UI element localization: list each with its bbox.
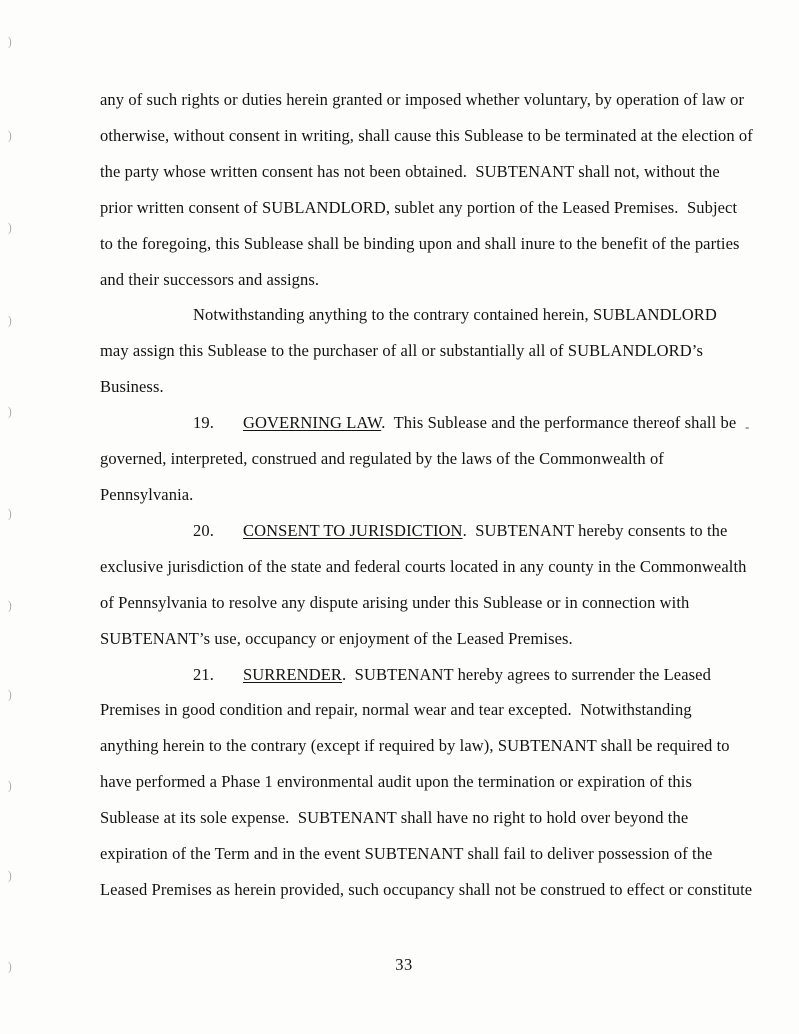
binding-mark-icon: ) [8,599,12,613]
section-start-line [100,657,740,693]
line-text: expiration of the Term and in the event SUBTENANT shall fail to deliver possession of the [100,844,713,864]
binding-mark-icon: ) [8,779,12,793]
page-number: 33 [395,955,413,974]
line-text: prior written consent of SUBLANDLORD, sublet any portion of the Leased Premises. Subject [100,197,738,217]
binding-mark-icon: ) [8,960,12,974]
document-line [100,154,740,190]
line-text: to the foregoing, this Sublease shall be binding upon and shall inure to the benefit of the parties [100,233,740,253]
binding-mark-icon: ) [8,221,12,235]
paragraph-number: 20. [193,520,214,540]
document-line [100,692,740,728]
line-text: anything herein to the contrary (except if required by law), SUBTENANT shall be required to [100,736,730,756]
document-line [100,369,740,405]
binding-mark-icon: ) [8,405,12,419]
line-text: Business. [100,377,164,397]
document-line [100,441,740,477]
document-line [100,297,740,333]
document-line [100,728,740,764]
paragraph-number: 19. [193,413,214,433]
document-line [100,118,753,154]
line-text: . SUBTENANT hereby agrees to surrender the Leased [342,664,711,684]
binding-mark-icon: ) [8,129,12,143]
line-text: otherwise, without consent in writing, shall cause this Sublease to be terminated at the election of [100,125,753,145]
document-line [100,872,753,908]
line-text: may assign this Sublease to the purchaser of all or substantially all of SUBLANDLORD’s [100,341,703,361]
document-line [100,585,740,621]
binding-mark-icon: ) [8,314,12,328]
document-line [100,333,740,369]
line-text: SUBTENANT’s use, occupancy or enjoyment of the Leased Premises. [100,628,573,648]
line-text: . SUBTENANT hereby consents to the [462,520,728,540]
line-text: and their successors and assigns. [100,269,320,289]
line-text: Pennsylvania. [100,484,194,504]
section-heading: GOVERNING LAW [243,413,382,433]
line-text: Notwithstanding anything to the contrary contained herein, SUBLANDLORD [193,305,717,325]
section-start-line [100,405,740,441]
document-line [100,82,745,118]
document-line [100,836,740,872]
line-text: governed, interpreted, construed and regulated by the laws of the Commonwealth of [100,449,664,469]
section-start-line [100,513,740,549]
text-block [100,82,753,908]
document-line [100,262,740,298]
document-line [100,621,740,657]
line-text: any of such rights or duties herein granted or imposed whether voluntary, by operation of law or [100,90,745,109]
document-line [100,477,740,513]
line-text: have performed a Phase 1 environmental audit upon the termination or expiration of this [100,772,692,792]
document-line [100,764,740,800]
document-line [100,549,747,585]
section-heading: SURRENDER [243,664,342,684]
line-text: Premises in good condition and repair, normal wear and tear excepted. Notwithstanding [100,700,692,720]
document-line [100,226,740,262]
document-line [100,190,740,226]
line-text: the party whose written consent has not been obtained. SUBTENANT shall not, without the [100,161,720,181]
line-text: . This Sublease and the performance thereof shall be [381,413,737,433]
binding-mark-icon: ) [8,35,12,49]
binding-mark-icon: ) [8,507,12,521]
scan-artifact-mark: - [745,419,750,434]
paragraph-number: 21. [193,664,214,684]
line-text: Leased Premises as herein provided, such occupancy shall not be construed to effect or constitute [100,879,753,899]
line-text: of Pennsylvania to resolve any dispute arising under this Sublease or in connection with [100,592,690,612]
section-heading: CONSENT TO JURISDICTION [243,520,463,540]
line-text: Sublease at its sole expense. SUBTENANT shall have no right to hold over beyond the [100,808,689,828]
binding-mark-icon: ) [8,688,12,702]
binding-mark-icon: ) [8,869,12,883]
line-text: exclusive jurisdiction of the state and federal courts located in any county in the Commonwealth [100,556,747,576]
document-line [100,800,740,836]
